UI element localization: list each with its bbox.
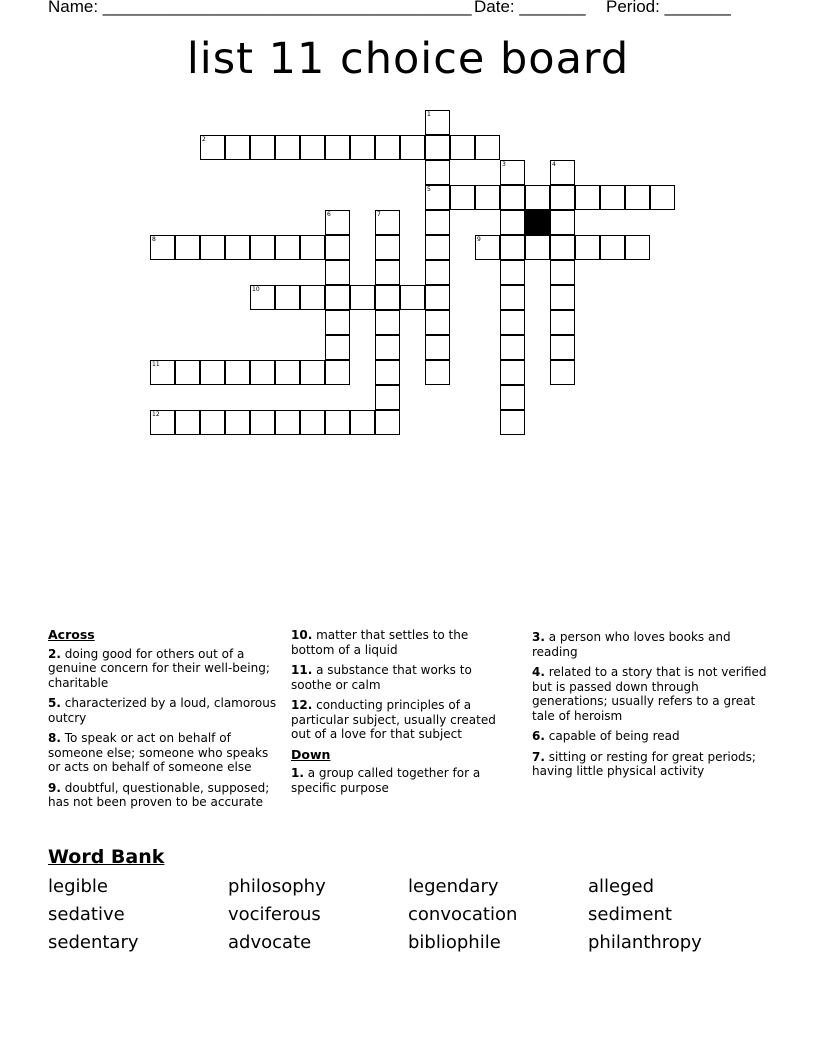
crossword-cell[interactable] xyxy=(500,235,525,260)
clue-down-1 xyxy=(291,766,506,795)
word-bank-item: legendary xyxy=(408,876,499,897)
clue-number: 7. xyxy=(532,749,545,764)
crossword-cell[interactable] xyxy=(625,185,650,210)
clue-number: 4. xyxy=(532,665,545,679)
across-heading: Across xyxy=(48,627,95,642)
word-bank-item: bibliophile xyxy=(408,932,501,953)
date-field[interactable]: Date: _______ xyxy=(474,0,586,16)
crossword-cell[interactable] xyxy=(300,360,325,385)
period-field[interactable]: Period: _______ xyxy=(606,0,731,16)
crossword-cell[interactable] xyxy=(200,135,225,160)
clue-column-1 xyxy=(48,628,280,816)
crossword-cell[interactable] xyxy=(375,310,400,335)
crossword-cell[interactable] xyxy=(325,260,350,285)
crossword-cell[interactable] xyxy=(200,235,225,260)
crossword-cell[interactable] xyxy=(275,135,300,160)
cell-number: 7 xyxy=(377,211,381,218)
crossword-cell[interactable] xyxy=(325,285,350,310)
crossword-cell[interactable] xyxy=(275,410,300,435)
crossword-cell[interactable] xyxy=(350,285,375,310)
cell-number: 1 xyxy=(427,111,431,118)
word-bank-item: legible xyxy=(48,876,109,897)
crossword-cell[interactable] xyxy=(500,360,525,385)
crossword-cell[interactable] xyxy=(500,335,525,360)
crossword-cell[interactable] xyxy=(500,410,525,435)
clue-text: sitting or resting for great periods; having little physical activity xyxy=(532,749,756,778)
crossword-cell[interactable] xyxy=(325,135,350,160)
crossword-cell[interactable] xyxy=(225,360,250,385)
crossword-cell[interactable] xyxy=(600,235,625,260)
clue-across-11 xyxy=(291,663,506,692)
crossword-cell[interactable] xyxy=(425,310,450,335)
crossword-cell[interactable] xyxy=(550,285,575,310)
cell-number: 8 xyxy=(152,236,156,243)
down-heading: Down xyxy=(291,746,331,762)
crossword-cell[interactable] xyxy=(500,210,525,235)
word-bank-title: Word Bank xyxy=(48,846,165,868)
crossword-cell[interactable] xyxy=(275,285,300,310)
clue-number: 9. xyxy=(48,780,61,795)
crossword-cell[interactable] xyxy=(225,135,250,160)
crossword-cell[interactable] xyxy=(350,135,375,160)
crossword-cell[interactable] xyxy=(325,235,350,260)
word-bank-item: convocation xyxy=(408,904,518,925)
word-bank-item: alleged xyxy=(588,876,655,897)
word-bank-item: sedative xyxy=(48,904,125,925)
clue-across-8 xyxy=(48,731,280,775)
clue-across-2 xyxy=(48,647,280,691)
clue-text: characterized by a loud, clamorous outcry xyxy=(48,696,277,725)
crossword-cell[interactable] xyxy=(375,210,400,235)
clue-number: 2. xyxy=(48,646,61,661)
clue-number: 3. xyxy=(532,630,545,644)
crossword-cell[interactable] xyxy=(375,385,400,410)
crossword-cell[interactable] xyxy=(500,310,525,335)
cell-number: 12 xyxy=(152,411,160,418)
crossword-cell[interactable] xyxy=(475,135,500,160)
clue-down-3 xyxy=(532,630,772,659)
crossword-cell[interactable] xyxy=(550,310,575,335)
clue-text: capable of being read xyxy=(548,729,680,743)
clue-column-3 xyxy=(532,630,772,785)
cell-number: 5 xyxy=(427,186,431,193)
crossword-cell[interactable] xyxy=(250,135,275,160)
clue-across-12 xyxy=(291,698,506,742)
crossword-cell[interactable] xyxy=(375,235,400,260)
clue-across-5 xyxy=(48,696,280,725)
crossword-cell[interactable] xyxy=(475,185,500,210)
word-bank-item: philosophy xyxy=(228,876,326,897)
crossword-cell[interactable] xyxy=(550,235,575,260)
crossword-cell[interactable] xyxy=(250,235,275,260)
crossword-cell[interactable] xyxy=(375,335,400,360)
crossword-cell[interactable] xyxy=(425,110,450,135)
crossword-cell[interactable] xyxy=(425,260,450,285)
crossword-cell[interactable] xyxy=(275,360,300,385)
crossword-cell[interactable] xyxy=(425,185,450,210)
crossword-cell[interactable] xyxy=(300,410,325,435)
crossword-cell[interactable] xyxy=(325,310,350,335)
crossword-cell[interactable] xyxy=(425,210,450,235)
crossword-cell[interactable] xyxy=(600,185,625,210)
clue-across-10 xyxy=(291,628,506,657)
crossword-cell[interactable] xyxy=(550,260,575,285)
crossword-cell[interactable] xyxy=(225,410,250,435)
crossword-cell[interactable] xyxy=(550,335,575,360)
crossword-cell[interactable] xyxy=(500,160,525,185)
clue-number: 11. xyxy=(291,663,313,677)
crossword-cell[interactable] xyxy=(500,385,525,410)
crossword-cell[interactable] xyxy=(550,160,575,185)
crossword-cell[interactable] xyxy=(400,285,425,310)
cell-number: 10 xyxy=(252,286,260,293)
page-title: list 11 choice board xyxy=(186,34,630,84)
cell-number: 6 xyxy=(327,211,331,218)
crossword-cell[interactable] xyxy=(325,210,350,235)
clue-text: a substance that works to soothe or calm xyxy=(291,663,472,692)
crossword-cell[interactable] xyxy=(275,235,300,260)
name-field[interactable]: Name: _______________________________________ xyxy=(48,0,472,16)
crossword-cell[interactable] xyxy=(375,360,400,385)
word-bank-item: advocate xyxy=(228,932,312,953)
crossword-cell[interactable] xyxy=(250,285,275,310)
crossword-cell[interactable] xyxy=(575,235,600,260)
crossword-cell[interactable] xyxy=(300,285,325,310)
crossword-cell[interactable] xyxy=(425,160,450,185)
crossword-cell[interactable] xyxy=(225,235,250,260)
crossword-cell[interactable] xyxy=(425,135,450,160)
crossword-cell[interactable] xyxy=(250,410,275,435)
word-bank-item: sediment xyxy=(588,904,672,925)
crossword-cell[interactable] xyxy=(450,185,475,210)
crossword-cell[interactable] xyxy=(550,185,575,210)
crossword-black-cell xyxy=(525,210,550,235)
crossword-cell[interactable] xyxy=(500,185,525,210)
clue-number: 10. xyxy=(291,628,313,642)
crossword-cell[interactable] xyxy=(250,360,275,385)
clue-number: 6. xyxy=(532,729,545,743)
clue-text: related to a story that is not verified but is passed down through generations; usually refers to a great tale of heroism xyxy=(532,665,767,723)
clue-down-6 xyxy=(532,729,772,744)
cell-number: 3 xyxy=(502,161,506,168)
crossword-cell[interactable] xyxy=(425,285,450,310)
clue-text: a person who loves books and reading xyxy=(532,630,731,659)
crossword-cell[interactable] xyxy=(525,235,550,260)
crossword-cell[interactable] xyxy=(500,260,525,285)
crossword-cell[interactable] xyxy=(200,360,225,385)
crossword-cell[interactable] xyxy=(150,360,175,385)
crossword-cell[interactable] xyxy=(375,410,400,435)
clue-number: 1. xyxy=(291,766,304,780)
crossword-grid xyxy=(0,0,816,440)
crossword-cell[interactable] xyxy=(425,335,450,360)
crossword-cell[interactable] xyxy=(175,360,200,385)
crossword-cell[interactable] xyxy=(300,235,325,260)
crossword-cell[interactable] xyxy=(375,135,400,160)
clue-text: conducting principles of a particular subject, usually created out of a love for that subject xyxy=(291,698,496,741)
crossword-cell[interactable] xyxy=(625,235,650,260)
word-bank-item: vociferous xyxy=(228,904,321,925)
clue-down-7 xyxy=(532,750,772,779)
crossword-cell[interactable] xyxy=(325,410,350,435)
cell-number: 11 xyxy=(152,361,160,368)
clue-number: 12. xyxy=(291,698,313,712)
crossword-cell[interactable] xyxy=(375,285,400,310)
crossword-cell[interactable] xyxy=(375,260,400,285)
clue-text: doubtful, questionable, supposed; has not been proven to be accurate xyxy=(48,780,270,809)
crossword-cell[interactable] xyxy=(175,410,200,435)
clue-text: To speak or act on behalf of someone else; someone who speaks or acts on behalf of someone else xyxy=(48,731,269,774)
word-bank-item: sedentary xyxy=(48,932,139,953)
crossword-cell[interactable] xyxy=(175,235,200,260)
crossword-cell[interactable] xyxy=(400,135,425,160)
crossword-cell[interactable] xyxy=(575,185,600,210)
crossword-cell[interactable] xyxy=(150,410,175,435)
crossword-cell[interactable] xyxy=(425,360,450,385)
cell-number: 2 xyxy=(202,136,206,143)
crossword-cell[interactable] xyxy=(525,185,550,210)
clue-across-9 xyxy=(48,781,280,810)
clue-number: 5. xyxy=(48,696,61,710)
crossword-cell[interactable] xyxy=(325,335,350,360)
crossword-cell[interactable] xyxy=(550,360,575,385)
crossword-cell[interactable] xyxy=(550,210,575,235)
clue-number: 8. xyxy=(48,731,61,745)
crossword-cell[interactable] xyxy=(150,235,175,260)
cell-number: 9 xyxy=(477,236,481,243)
crossword-cell[interactable] xyxy=(325,360,350,385)
clue-text: a group called together for a specific purpose xyxy=(291,766,481,795)
crossword-cell[interactable] xyxy=(475,235,500,260)
clue-down-4 xyxy=(532,665,772,723)
crossword-cell[interactable] xyxy=(650,185,675,210)
cell-number: 4 xyxy=(552,161,556,168)
crossword-cell[interactable] xyxy=(500,285,525,310)
crossword-cell[interactable] xyxy=(450,135,475,160)
clue-text: matter that settles to the bottom of a liquid xyxy=(291,628,469,657)
word-bank-item: philanthropy xyxy=(588,932,702,953)
clue-text: doing good for others out of a genuine concern for their well-being; charitable xyxy=(48,646,270,690)
crossword-cell[interactable] xyxy=(425,235,450,260)
crossword-cell[interactable] xyxy=(300,135,325,160)
crossword-cell[interactable] xyxy=(350,410,375,435)
crossword-cell[interactable] xyxy=(200,410,225,435)
clue-column-2 xyxy=(291,628,506,801)
